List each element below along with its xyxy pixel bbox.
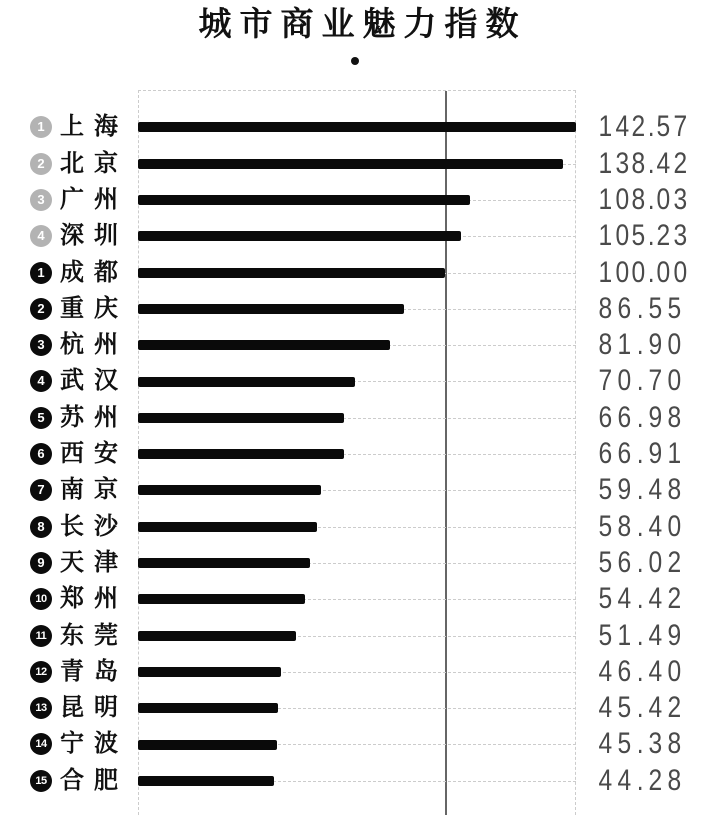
- value-char: .: [636, 473, 644, 507]
- chart-row: [0, 618, 717, 654]
- city-label: 苏州: [60, 403, 128, 431]
- value-bar: [138, 667, 281, 677]
- chart-row: [0, 218, 717, 254]
- value-label: [597, 618, 683, 654]
- value-label: [597, 472, 683, 508]
- value-label: [597, 400, 683, 436]
- rank-badge: 1: [30, 116, 52, 138]
- value-char: 2: [667, 545, 682, 579]
- value-char: 0: [648, 545, 663, 579]
- value-char: 3: [673, 182, 688, 216]
- chart-row: [0, 400, 717, 436]
- value-char: 1: [667, 437, 682, 470]
- city-label: 青岛: [60, 657, 128, 685]
- value-char: 5: [617, 727, 632, 761]
- value-char: 3: [673, 219, 688, 253]
- rank-badge: 5: [30, 407, 52, 429]
- value-char: .: [636, 582, 644, 616]
- rank-badge: 2: [30, 153, 52, 175]
- city-label: 南京: [60, 476, 128, 504]
- value-char: 4: [648, 618, 663, 652]
- value-char: 6: [617, 291, 632, 325]
- value-char: 0: [615, 255, 629, 289]
- value-char: 2: [656, 219, 671, 253]
- value-label: [597, 109, 688, 145]
- value-char: 5: [598, 509, 613, 543]
- value-char: 5: [617, 691, 632, 725]
- rank-badge: 14: [30, 733, 52, 755]
- value-bar: [138, 522, 317, 532]
- value-bar: [138, 413, 344, 423]
- city-label: 西安: [60, 440, 128, 467]
- value-char: 5: [631, 219, 646, 253]
- city-label: 北京: [60, 149, 128, 177]
- value-char: 2: [667, 582, 682, 616]
- value-label: [597, 291, 683, 327]
- value-char: 1: [617, 618, 632, 652]
- city-label: 上海: [60, 113, 128, 141]
- value-char: 4: [598, 654, 613, 688]
- value-char: .: [636, 654, 644, 688]
- value-char: .: [636, 364, 644, 398]
- value-char: 2: [673, 146, 688, 180]
- value-bar: [138, 377, 355, 387]
- value-char: 2: [667, 691, 682, 725]
- value-char: 8: [598, 328, 613, 362]
- value-char: 0: [667, 509, 682, 543]
- value-char: 8: [631, 182, 646, 216]
- value-char: 3: [615, 146, 629, 180]
- city-label: 东莞: [60, 621, 128, 649]
- value-char: .: [636, 727, 644, 761]
- rank-badge: 6: [30, 443, 52, 465]
- chart-row: [0, 182, 717, 218]
- value-bar: [138, 740, 277, 750]
- value-bar: [138, 449, 344, 459]
- value-char: 3: [648, 727, 663, 761]
- value-char: 8: [631, 146, 646, 180]
- value-label: [597, 581, 683, 617]
- value-char: 5: [667, 291, 682, 325]
- value-char: 4: [648, 654, 663, 688]
- value-bar: [138, 195, 470, 205]
- chart-row: [0, 436, 717, 472]
- rank-badge: 7: [30, 479, 52, 501]
- value-char: 6: [617, 400, 632, 434]
- chart-row: [0, 690, 717, 726]
- value-bar: [138, 776, 274, 786]
- value-char: 7: [598, 364, 613, 398]
- value-label: [597, 509, 683, 545]
- rank-badge: 3: [30, 189, 52, 211]
- chart-row: [0, 654, 717, 690]
- city-label: 长沙: [60, 512, 128, 540]
- value-char: 4: [656, 146, 671, 180]
- value-char: 0: [617, 364, 632, 398]
- value-char: 4: [615, 110, 629, 144]
- value-label: [597, 763, 683, 799]
- value-char: 6: [617, 545, 632, 579]
- chart-row: [0, 545, 717, 581]
- city-label: 合肥: [60, 766, 128, 794]
- value-char: 8: [617, 509, 632, 543]
- value-label: [597, 363, 683, 399]
- value-char: 1: [598, 219, 613, 253]
- value-char: 4: [648, 691, 663, 725]
- value-char: 5: [648, 291, 663, 325]
- chart-row: [0, 291, 717, 327]
- value-char: 6: [617, 654, 632, 688]
- value-bar: [138, 631, 296, 641]
- city-label: 成都: [60, 258, 128, 286]
- value-char: 4: [648, 473, 663, 507]
- value-label: [597, 218, 688, 254]
- chart-row: [0, 763, 717, 799]
- value-char: 0: [631, 255, 646, 289]
- rank-badge: 11: [30, 625, 52, 647]
- value-char: 8: [598, 291, 613, 325]
- value-label: [597, 146, 688, 182]
- value-char: 0: [667, 328, 682, 362]
- value-bar: [138, 558, 310, 568]
- value-char: 8: [667, 473, 682, 507]
- chart-row: [0, 472, 717, 508]
- rank-badge: 12: [30, 661, 52, 683]
- value-bar: [138, 485, 321, 495]
- value-char: 9: [648, 328, 663, 362]
- value-char: 1: [617, 328, 632, 362]
- value-char: 0: [667, 654, 682, 688]
- value-char: .: [636, 400, 644, 434]
- chart-row: [0, 146, 717, 182]
- chart-row: [0, 327, 717, 363]
- city-label: 广州: [60, 185, 128, 213]
- value-char: .: [636, 545, 644, 579]
- rank-badge: 1: [30, 262, 52, 284]
- value-char: .: [647, 182, 655, 216]
- value-char: .: [647, 219, 655, 253]
- value-char: 4: [598, 691, 613, 725]
- chart-row: [0, 255, 717, 291]
- value-bar: [138, 268, 445, 278]
- rank-badge: 9: [30, 552, 52, 574]
- value-char: .: [647, 255, 655, 289]
- value-char: 6: [617, 437, 632, 470]
- rank-badge: 10: [30, 588, 52, 610]
- chart-title: 城市商业魅力指数: [198, 5, 527, 42]
- chart-row: [0, 726, 717, 762]
- city-label: 宁波: [60, 730, 128, 758]
- rank-badge: 4: [30, 225, 52, 247]
- value-char: 1: [598, 110, 613, 144]
- value-char: 8: [667, 763, 682, 797]
- value-char: 5: [598, 618, 613, 652]
- city-label: 重庆: [60, 294, 128, 322]
- chart-row: [0, 363, 717, 399]
- value-bar: [138, 231, 461, 241]
- city-label: 武汉: [60, 367, 128, 395]
- value-char: 5: [598, 582, 613, 616]
- value-char: 2: [631, 110, 646, 144]
- value-char: 1: [598, 255, 613, 289]
- value-label: [597, 255, 688, 291]
- value-label: [597, 690, 683, 726]
- value-char: 5: [656, 110, 671, 144]
- value-char: .: [636, 437, 644, 470]
- chart-row: [0, 509, 717, 545]
- value-char: 5: [598, 545, 613, 579]
- value-bar: [138, 703, 278, 713]
- city-label: 天津: [60, 548, 128, 576]
- value-char: .: [636, 691, 644, 725]
- value-bar: [138, 159, 563, 169]
- rank-badge: 2: [30, 298, 52, 320]
- value-char: 6: [598, 400, 613, 434]
- value-char: 2: [648, 763, 663, 797]
- chart-row: [0, 109, 717, 145]
- value-char: 0: [656, 182, 671, 216]
- value-label: [597, 545, 683, 581]
- value-char: .: [647, 110, 655, 144]
- value-bar: [138, 122, 576, 132]
- value-label: [597, 327, 683, 363]
- value-bar: [138, 304, 404, 314]
- value-bar: [138, 340, 390, 350]
- value-label: [597, 654, 683, 690]
- value-char: .: [636, 328, 644, 362]
- rank-badge: 13: [30, 697, 52, 719]
- value-char: 4: [617, 582, 632, 616]
- city-label: 昆明: [60, 694, 128, 722]
- title-dot-icon: [351, 57, 359, 65]
- value-char: 6: [598, 437, 613, 470]
- value-char: 0: [673, 255, 688, 289]
- value-char: 8: [667, 400, 682, 434]
- value-label: [597, 436, 683, 472]
- value-char: 4: [648, 509, 663, 543]
- value-label: [597, 182, 688, 218]
- value-label: [597, 726, 683, 762]
- value-char: 0: [615, 182, 629, 216]
- value-char: .: [636, 509, 644, 543]
- value-char: 4: [598, 763, 613, 797]
- value-char: 0: [615, 219, 629, 253]
- value-char: 1: [598, 182, 613, 216]
- value-char: 9: [667, 618, 682, 652]
- value-char: 4: [648, 582, 663, 616]
- city-label: 郑州: [60, 585, 128, 613]
- value-char: 8: [667, 727, 682, 761]
- value-char: .: [636, 291, 644, 325]
- rank-badge: 4: [30, 370, 52, 392]
- value-char: .: [647, 146, 655, 180]
- value-char: 9: [648, 400, 663, 434]
- city-label: 杭州: [60, 331, 128, 359]
- value-char: 0: [656, 255, 671, 289]
- rank-badge: 15: [30, 770, 52, 792]
- value-char: 9: [617, 473, 632, 507]
- value-char: 7: [673, 110, 688, 144]
- value-char: 9: [648, 437, 663, 470]
- value-char: 1: [598, 146, 613, 180]
- city-label: 深圳: [60, 222, 128, 250]
- rank-badge: 8: [30, 516, 52, 538]
- chart-row: [0, 581, 717, 617]
- value-char: .: [636, 763, 644, 797]
- value-char: 5: [598, 473, 613, 507]
- value-char: .: [636, 618, 644, 652]
- rank-badge: 3: [30, 334, 52, 356]
- value-bar: [138, 594, 305, 604]
- value-char: 4: [598, 727, 613, 761]
- value-char: 4: [617, 763, 632, 797]
- value-char: 7: [648, 364, 663, 398]
- value-char: 0: [667, 364, 682, 398]
